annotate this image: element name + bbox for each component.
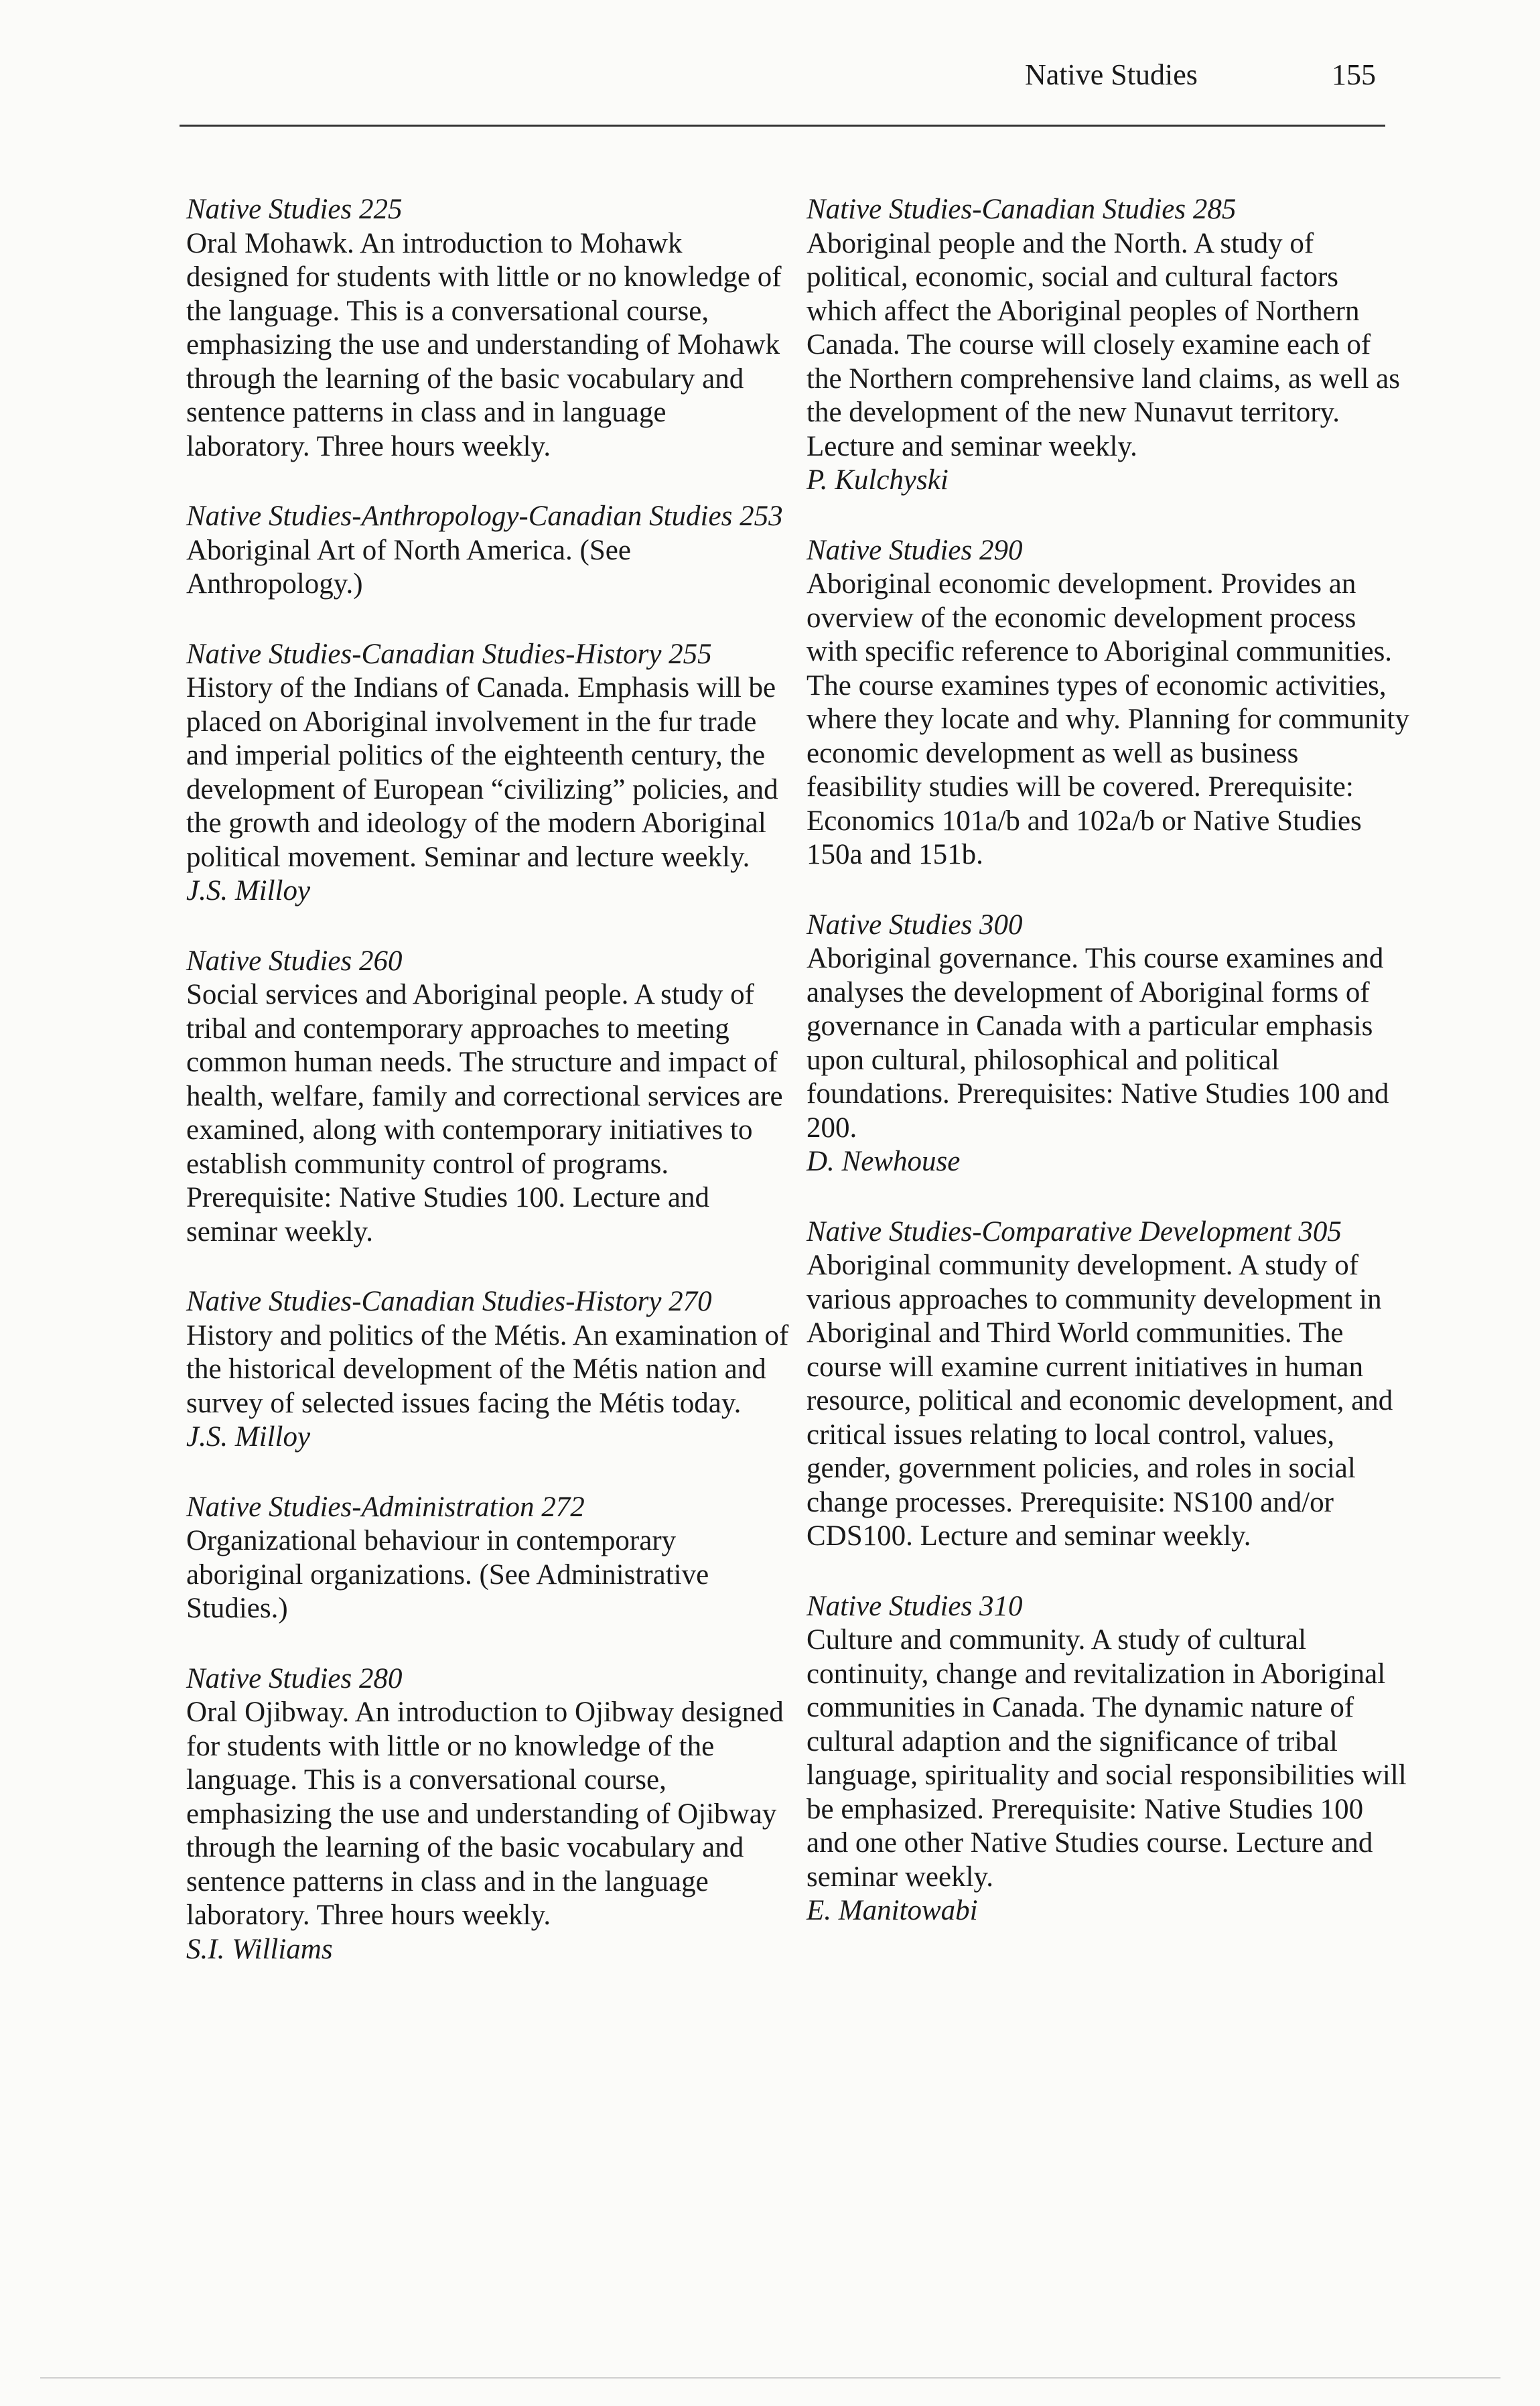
course-description: History of the Indians of Canada. Emphasis will be placed on Aboriginal involvement in the fur trade and imperial politics of the eighteenth century, the development of European “civilizing” policies, and the growth and ideology of the modern Aboriginal political movement. Seminar and lecture weekly. — [186, 672, 778, 873]
course-code: Native Studies 290 — [807, 534, 1023, 566]
course-entry — [807, 1215, 1409, 1554]
course-entry — [807, 909, 1409, 1179]
course-code: Native Studies-Comparative Development 305 — [807, 1215, 1342, 1248]
course-description: Culture and community. A study of cultural continuity, change and revitalization in Aboriginal communities in Canada. The dynamic nature of cultural adaption and the significance of tribal language, spirituality and social responsibilities will be emphasized. Prerequisite: Native Studies 100 and one other Native Studies course. Lecture and seminar weekly. — [807, 1624, 1407, 1893]
course-description: Aboriginal governance. This course examines and analyses the development of Aboriginal forms of governance in Canada with a particular emphasis upon cultural, philosophical and political foundations. Prerequisites: Native Studies 100 and 200. — [807, 943, 1389, 1144]
course-code: Native Studies 300 — [807, 909, 1023, 941]
course-entry — [807, 193, 1409, 498]
course-instructor: S.I. Williams — [186, 1933, 333, 1965]
page-number: 155 — [1332, 58, 1376, 91]
course-description: Aboriginal people and the North. A study of political, economic, social and cultural factors which affect the Aboriginal peoples of Northern Canada. The course will closely examine each of the Northern comprehensive land claims, as well as the development of the new Nunavut territory. Lecture and seminar weekly. — [807, 227, 1400, 462]
course-code: Native Studies 280 — [186, 1662, 403, 1694]
course-entry — [186, 500, 789, 602]
course-entry — [186, 1285, 789, 1455]
course-entry — [186, 1491, 789, 1626]
course-description: Organizational behaviour in contemporary aboriginal organizations. (See Administrative Studies.) — [186, 1525, 709, 1624]
course-instructor: P. Kulchyski — [807, 464, 949, 496]
right-column — [807, 193, 1409, 1964]
course-instructor: E. Manitowabi — [807, 1895, 978, 1926]
course-description: History and politics of the Métis. An examination of the historical development of the Métis nation and survey of selected issues facing the Métis today. — [186, 1319, 789, 1419]
course-entry — [186, 638, 789, 909]
course-code: Native Studies-Canadian Studies-History 270 — [186, 1286, 712, 1317]
course-description: Oral Ojibway. An introduction to Ojibway designed for students with little or no knowledge of the language. This is a conversational course, emphasizing the use and understanding of Ojibway through the learning of the basic vocabulary and sentence patterns in class and in the language laboratory. Three hours weekly. — [186, 1696, 784, 1931]
running-head — [991, 48, 1380, 102]
course-code: Native Studies-Canadian Studies-History 255 — [186, 638, 712, 670]
course-description: Oral Mohawk. An introduction to Mohawk designed for students with little or no knowledge of the language. This is a conversational course, emphasizing the use and understanding of Mohawk through the learning of the basic vocabulary and sentence patterns in class and in language laboratory. Three hours weekly. — [186, 227, 782, 462]
course-instructor: D. Newhouse — [807, 1146, 961, 1177]
course-description: Aboriginal Art of North America. (See Anthropology.) — [186, 534, 631, 600]
course-entry — [186, 945, 789, 1250]
bottom-edge-rule — [40, 2377, 1500, 2379]
course-code: Native Studies-Anthropology-Canadian Studies 253 — [186, 500, 783, 532]
course-instructor: J.S. Milloy — [186, 875, 311, 907]
course-code: Native Studies-Administration 272 — [186, 1491, 585, 1523]
course-code: Native Studies-Canadian Studies 285 — [807, 194, 1237, 225]
course-entry — [186, 193, 789, 464]
header-rule — [180, 125, 1385, 127]
course-entry — [807, 534, 1409, 872]
left-column — [186, 193, 789, 2003]
course-instructor: J.S. Milloy — [186, 1421, 311, 1453]
course-description: Aboriginal community development. A study of various approaches to community development in Aboriginal and Third World communities. The course will examine current initiatives in human resource, political and economic development, and critical issues relating to local control, values, gender, government policies, and roles in social change processes. Prerequisite: NS100 and/or CDS100. Lecture and seminar weekly. — [807, 1250, 1393, 1552]
course-code: Native Studies 225 — [186, 194, 403, 225]
course-description: Social services and Aboriginal people. A study of tribal and contemporary approaches to meeting common human needs. The structure and impact of health, welfare, family and correctional services are examined, along with contemporary initiatives to establish community control of programs. Prerequisite: Native Studies 100. Lecture and seminar weekly. — [186, 979, 783, 1248]
course-description: Aboriginal economic development. Provides an overview of the economic development process with specific reference to Aboriginal communities. The course examines types of economic activities, where they locate and why. Planning for community economic development as well as business feasibility studies will be covered. Prerequisite: Economics 101a/b and 102a/b or Native Studies 150a and 151b. — [807, 568, 1409, 870]
course-code: Native Studies 260 — [186, 945, 403, 977]
course-entry — [807, 1590, 1409, 1928]
section-name: Native Studies — [1025, 58, 1198, 91]
course-entry — [186, 1662, 789, 1967]
course-code: Native Studies 310 — [807, 1590, 1023, 1622]
